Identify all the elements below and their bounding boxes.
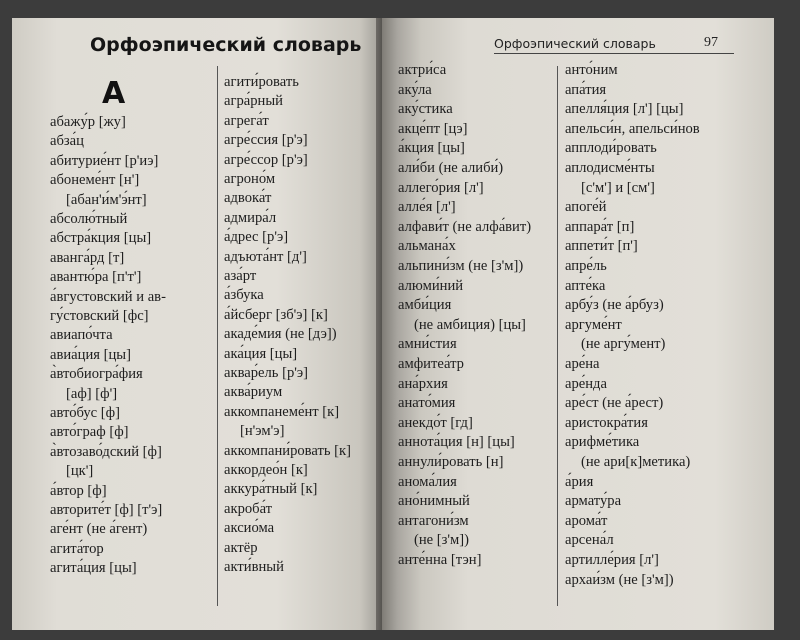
dictionary-entry: ака́ция [цы]: [224, 345, 298, 362]
dictionary-entry: аппети́т [п']: [565, 238, 638, 255]
dictionary-entry: адмира́л: [224, 209, 277, 226]
dictionary-entry: аре́ст (не а́рест): [565, 395, 664, 412]
dictionary-entry: анто́ним: [565, 62, 618, 78]
dictionary-entry: [н'эм'э]: [240, 423, 285, 440]
dictionary-entry: а́збука: [224, 287, 264, 304]
dictionary-entry: аннота́ция [н] [цы]: [398, 434, 515, 451]
dictionary-entry: аванга́рд [т]: [50, 249, 125, 266]
column-divider: [557, 66, 558, 606]
dictionary-entry: аку́ла: [398, 81, 432, 98]
dictionary-entry: артилле́рия [л']: [565, 552, 659, 568]
dictionary-entry: апельси́н, апельси́нов: [565, 120, 700, 137]
dictionary-entry: ана́рхия: [398, 375, 448, 392]
dictionary-entry: а̀втобиогра́фия: [50, 366, 143, 383]
running-head: Орфоэпический словарь: [494, 36, 656, 51]
left-column-2: [224, 18, 390, 628]
dictionary-entry: аксио́ма: [224, 520, 275, 537]
dictionary-entry: аквар́ель [р'э]: [224, 365, 309, 381]
dictionary-entry: антагони́зм: [398, 512, 469, 529]
dictionary-entry: агре́ссия [р'э]: [224, 132, 308, 149]
dictionary-entry: агроно́м: [224, 171, 276, 187]
column-divider: [217, 66, 218, 606]
dictionary-entry: алфави́т (не алфа́вит): [398, 218, 532, 235]
dictionary-entry: а̀втозаво́дский [ф]: [50, 443, 162, 460]
dictionary-entry: авторите́т [ф] [т'э]: [50, 502, 163, 518]
dictionary-entry: алле́я [л']: [398, 199, 456, 216]
dictionary-entry: акце́пт [цэ]: [398, 120, 468, 137]
dictionary-entry: аре́нда: [565, 375, 607, 392]
dictionary-entry: агита́тор: [50, 540, 104, 557]
dictionary-entry: гу́стовский [фс]: [50, 308, 149, 324]
dictionary-entry: аристокра́тия: [565, 414, 648, 431]
right-column-1: [398, 18, 556, 628]
right-page: [382, 18, 774, 630]
dictionary-entry: апа́тия: [565, 81, 607, 98]
dictionary-entry: аку́стика: [398, 101, 453, 118]
dictionary-entry: авто́граф [ф]: [50, 424, 129, 441]
dictionary-entry: арифме́тика: [565, 434, 640, 451]
dictionary-entry: анте́нна [тэн]: [398, 552, 482, 568]
dictionary-entry: арсена́л: [565, 532, 614, 549]
dictionary-entry: алюми́ний: [398, 277, 464, 294]
dictionary-entry: абза́ц: [50, 133, 84, 150]
dictionary-entry: аге́нт (не а́гент): [50, 521, 148, 538]
dictionary-entry: акаде́мия (не [дэ]): [224, 326, 337, 343]
dictionary-entry: аре́на: [565, 356, 600, 372]
dictionary-entry: аква́риум: [224, 384, 283, 401]
dictionary-entry: (не ари[к]метика): [581, 454, 691, 470]
dictionary-entry: агрега́т: [224, 112, 269, 129]
dictionary-entry: амби́ция: [398, 297, 452, 314]
dictionary-entry: аплодисме́нты: [565, 160, 655, 176]
right-column-2: [565, 18, 765, 628]
dictionary-entry: (не амбиция) [цы]: [414, 316, 526, 333]
page-number: 97: [704, 35, 718, 50]
dictionary-entry: актёр: [224, 539, 258, 556]
dictionary-entry: аргуме́нт: [565, 316, 622, 333]
dictionary-entry: анекдо́т [гд]: [398, 414, 473, 431]
dictionary-entry: альмана́х: [398, 238, 456, 255]
dictionary-entry: амфитеа́тр: [398, 356, 464, 372]
dictionary-entry: аккура́тный [к]: [224, 481, 318, 498]
letter-heading: А: [102, 76, 126, 111]
dictionary-entry: апплоди́ровать: [565, 140, 657, 157]
dictionary-entry: анома́лия: [398, 473, 457, 490]
dictionary-entry: аппара́т [п]: [565, 218, 635, 235]
dictionary-entry: (не аргу́мент): [581, 336, 666, 353]
dictionary-entry: амни́стия: [398, 336, 457, 353]
dictionary-entry: армату́ра: [565, 493, 622, 510]
dictionary-entry: агити́ровать: [224, 74, 299, 90]
dictionary-entry: агита́ция [цы]: [50, 560, 137, 577]
dictionary-entry: а́кция [цы]: [398, 140, 465, 157]
dictionary-entry: абажу́р [жу]: [50, 114, 126, 130]
dictionary-entry: авиа́ция [цы]: [50, 346, 131, 363]
dictionary-entry: аккордео́н [к]: [224, 462, 308, 478]
dictionary-entry: абстра́кция [цы]: [50, 230, 152, 247]
dictionary-entry: (не [з'м]): [414, 532, 470, 549]
dictionary-entry: арбу́з (не а́рбуз): [565, 297, 664, 314]
dictionary-entry: а́йсберг [зб'э] [к]: [224, 306, 328, 323]
dictionary-entry: а́втор [ф]: [50, 482, 107, 499]
dictionary-entry: альпини́зм (не [з'м]): [398, 258, 524, 274]
dictionary-entry: актри́са: [398, 62, 447, 78]
dictionary-entry: агра́рный: [224, 93, 283, 110]
dictionary-entry: [абан'и́м'э́нт]: [66, 191, 147, 208]
dictionary-entry: али́би (не алиби́): [398, 160, 504, 176]
dictionary-entry: абсолю́тный: [50, 211, 128, 227]
dictionary-entry: ано́нимный: [398, 493, 470, 510]
left-column-1: [50, 18, 215, 628]
dictionary-entry: а́рия: [565, 473, 594, 490]
dictionary-entry: апре́ль: [565, 258, 607, 274]
dictionary-entry: агре́ссор [р'э]: [224, 151, 308, 168]
dictionary-entry: арома́т: [565, 512, 608, 529]
dictionary-entry: [с'м'] и [см']: [581, 179, 655, 196]
dictionary-entry: авиапо́чта: [50, 327, 113, 344]
dictionary-entry: абонеме́нт [н']: [50, 172, 140, 189]
dictionary-entry: анато́мия: [398, 395, 456, 412]
dictionary-entry: а́вгустовский и ав-: [50, 288, 166, 305]
dictionary-entry: аза́рт: [224, 268, 257, 284]
dictionary-entry: авто́бус [ф]: [50, 405, 120, 421]
dictionary-entry: [цк']: [66, 463, 94, 480]
dictionary-entry: апоге́й: [565, 199, 607, 216]
dictionary-entry: апте́ка: [565, 277, 606, 294]
dictionary-entry: а́дрес [р'э]: [224, 229, 289, 246]
dictionary-entry: аккомпанеме́нт [к]: [224, 403, 340, 420]
dictionary-entry: акти́вный: [224, 559, 284, 575]
dictionary-entry: адвока́т: [224, 190, 272, 207]
dictionary-entry: абитурие́нт [р'иэ]: [50, 152, 159, 169]
left-page: [12, 18, 390, 630]
dictionary-entry: архаи́зм (не [з'м]): [565, 571, 674, 588]
dictionary-entry: аннули́ровать [н]: [398, 454, 504, 470]
page-title: Орфоэпический словарь: [90, 34, 362, 56]
dictionary-entry: [аф] [ф']: [66, 385, 118, 402]
dictionary-entry: адъюта́нт [д']: [224, 248, 307, 265]
dictionary-entry: аккомпани́ровать [к]: [224, 442, 351, 459]
dictionary-entry: аллего́рия [л']: [398, 179, 484, 196]
dictionary-entry: акроба́т: [224, 500, 273, 517]
dictionary-entry: апелля́ция [л'] [цы]: [565, 101, 684, 118]
dictionary-entry: авантю́ра [п'т']: [50, 269, 142, 286]
